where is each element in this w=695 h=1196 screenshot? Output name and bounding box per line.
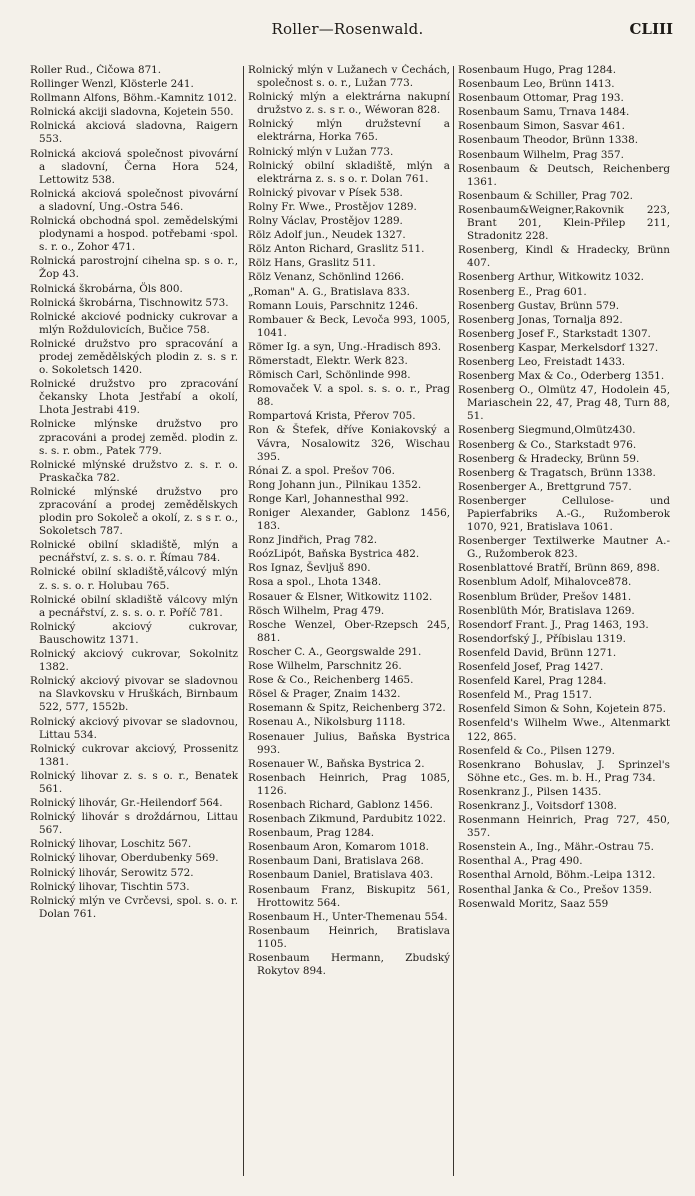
- directory-entry: Rolnická obchodná spol. zemědelskými plodynami a hospod. potřebami ·spol. s. r. o., Zohor 471.: [30, 215, 238, 254]
- column-middle: [248, 64, 450, 1180]
- directory-entry: Rolnický mlýn v Lužan 773.: [248, 145, 394, 158]
- directory-entry: Rolnické družstvo pro zpracování čekansky Lhota Jestřabí a okolí, Lhota Jestrabi 419.: [30, 378, 238, 417]
- directory-entry: Rolnický obilní skladiště, mlýn a elektrárna z. s. s o. r. Dolan 761.: [248, 159, 450, 185]
- directory-entry: Rombauer & Beck, Levoča 993, 1005, 1041.: [248, 313, 450, 339]
- directory-entry: Rosenfeld Karel, Prag 1284.: [458, 675, 607, 688]
- directory-entry: Römisch Carl, Schönlinde 998.: [248, 369, 411, 382]
- directory-entry: Roller Rud., Čičowa 871.: [30, 64, 162, 76]
- directory-entry: Rolnické obilní skladiště, mlýn a pecnářství, z. s. s. o. r. Římau 784.: [30, 539, 238, 565]
- directory-entry: Rolnický akciový pivovar se sladovnou na Slavkovsku v Hruškách, Birnbaum 522, 577, 1552b.: [30, 675, 238, 714]
- directory-entry: Rolnické mlýnské družstvo pro zpracování a prodej zemědělskych plodin pro Sokoleč a okolí, z. s s r. o., Sokoletsch 787.: [30, 485, 238, 538]
- directory-entry: Rosenthal Janka & Co., Prešov 1359.: [458, 883, 652, 896]
- column-divider: [243, 66, 244, 1176]
- directory-entry: Rosenblüth Mór, Bratislava 1269.: [458, 604, 635, 617]
- directory-entry: Rosa a spol., Lhota 1348.: [248, 576, 382, 589]
- directory-entry: Rosenbaum Simon, Sasvar 461.: [458, 120, 625, 133]
- directory-entry: Rolnický mlýn v Lužanech v Čechách, společnost s. o. r., Lužan 773.: [248, 64, 450, 90]
- directory-entry: Rolnický lihovar, Loschitz 567.: [30, 838, 192, 851]
- directory-entry: Rosenblattové Bratří, Brünn 869, 898.: [458, 562, 660, 575]
- directory-entry: Rosenbaum Leo, Brünn 1413.: [458, 78, 615, 91]
- directory-entry: Rosenbaum Wilhelm, Prag 357.: [458, 148, 624, 161]
- directory-entry: Rosenberg Max & Co., Oderberg 1351.: [458, 370, 665, 383]
- directory-entry: Rosemann & Spitz, Reichenberg 372.: [248, 702, 446, 715]
- directory-entry: Rolnický lihovár, Gr.-Heilendorf 564.: [30, 797, 223, 810]
- directory-entry: Rosenbaum H., Unter-Themenau 554.: [248, 910, 448, 923]
- directory-entry: Rolnický mlýn ve Cvrčevsi, spol. s. o. r. Dolan 761.: [30, 894, 238, 920]
- directory-entry: Rosenberg Leo, Freistadt 1433.: [458, 355, 626, 368]
- directory-entry: Rolnická akciji sladovna, Kojetein 550.: [30, 106, 234, 119]
- directory-entry: Rosenbaum & Deutsch, Reichenberg 1361.: [458, 162, 670, 188]
- directory-entry: Rosenberger A., Brettgrund 757.: [458, 480, 632, 493]
- column-right: [458, 64, 670, 1180]
- directory-entry: Rosenwald Moritz, Saaz 559: [458, 897, 609, 910]
- directory-entry: Ronz Jindřich, Prag 782.: [248, 534, 378, 547]
- directory-entry: Rolnický lihovar, Tischtin 573.: [30, 880, 190, 893]
- directory-entry: Rosenbaum Ottomar, Prag 193.: [458, 92, 624, 105]
- directory-entry: Rose Wilhelm, Parschnitz 26.: [248, 660, 402, 673]
- directory-entry: Rosenberg & Hradecky, Brünn 59.: [458, 452, 640, 465]
- directory-entry: Ron & Štefek, dříve Koniakovský a Vávra, Nosalowitz 326, Wischau 395.: [248, 424, 450, 463]
- directory-entry: Rosenbaum Hugo, Prag 1284.: [458, 64, 617, 76]
- directory-entry: Rolny Václav, Prostějov 1289.: [248, 215, 403, 228]
- directory-entry: Rolnická akciová společnost pivovární a sladovní, Ung.-Ostra 546.: [30, 187, 238, 213]
- directory-entry: Rölz Anton Richard, Graslitz 511.: [248, 243, 425, 256]
- directory-entry: Römerstadt, Elektr. Werk 823.: [248, 354, 408, 367]
- directory-entry: Rosenfeld M., Prag 1517.: [458, 689, 592, 702]
- directory-entry: Rolnické družstvo pro spracování a prodej zemědělských plodin z. s. s r. o. Sokoletsch 1420.: [30, 337, 238, 377]
- directory-entry: Rosendorf Frant. J., Prag 1463, 193.: [458, 618, 649, 631]
- directory-entry: Rolnická parostrojní cihelna sp. s o. r., Žop 43.: [30, 255, 238, 281]
- directory-entry: Rolnický lihovar z. s. s o. r., Benatek 561.: [30, 769, 238, 795]
- directory-entry: Rosenthal Arnold, Böhm.-Leipa 1312.: [458, 869, 656, 882]
- directory-entry: Rolnické mlýnské družstvo z. s. r. o. Praskačka 782.: [30, 458, 238, 484]
- directory-entry: „Roman" A. G., Bratislava 833.: [248, 285, 410, 298]
- directory-entry: Rolnická škrobárna, Öls 800.: [30, 282, 183, 295]
- directory-entry: Rosenberg Arthur, Witkowitz 1032.: [458, 271, 644, 284]
- directory-entry: Rosenauer Julius, Baňska Bystrica 993.: [248, 730, 450, 756]
- directory-entry: Rosenberg, Kindl & Hradecky, Brünn 407.: [458, 244, 670, 270]
- directory-entry: Rolnické obilní skladiště válcovy mlýn a pecnářství, z. s. s. o. r. Poříč 781.: [30, 593, 238, 619]
- directory-entry: Rosenberg Jonas, Tornalja 892.: [458, 313, 623, 326]
- directory-entry: Rosenbach Richard, Gablonz 1456.: [248, 798, 433, 811]
- directory-entry: Rosenberg & Tragatsch, Brünn 1338.: [458, 466, 656, 479]
- directory-entry: Rölz Adolf jun., Neudek 1327.: [248, 229, 406, 242]
- directory-entry: Rosenmann Heinrich, Prag 727, 450, 357.: [458, 814, 670, 840]
- directory-entry: Ros Ignaz, Ševljuš 890.: [248, 562, 371, 575]
- directory-entry: Rosenbach Heinrich, Prag 1085, 1126.: [248, 771, 450, 797]
- directory-entry: Rolnický akciový cukrovar, Bauschowitz 1371.: [30, 620, 238, 646]
- directory-entry: Rolnický lihovar, Oberdubenky 569.: [30, 852, 219, 865]
- directory-entry: Rolnicke mlýnske družstvo pro zpracováni a prodej zeměd. plodin z. s. s. r. obm., Patek 779.: [30, 418, 238, 457]
- directory-entry: Rosenbaum Heinrich, Bratislava 1105.: [248, 924, 450, 950]
- directory-entry: Rosenberg E., Prag 601.: [458, 285, 587, 298]
- directory-entry: Rosenberger Cellulose- und Papierfabriks A.-G., Ružomberok 1070, 921, Bratislava 1061.: [458, 494, 670, 534]
- directory-entry: Rosenfeld Simon & Sohn, Kojetein 875.: [458, 703, 666, 716]
- directory-entry: Rolnický akciový pivovar se sladovnou, Littau 534.: [30, 715, 238, 741]
- directory-entry: Rosenberg Gustav, Brünn 579.: [458, 299, 620, 312]
- page-number: CLIII: [629, 20, 673, 38]
- directory-entry: Rolnický cukrovar akciový, Prossenitz 1381.: [30, 742, 238, 768]
- directory-entry: Rolnický lihovár, Serowitz 572.: [30, 866, 194, 879]
- directory-entry: Rosenbach Zikmund, Pardubitz 1022.: [248, 813, 446, 826]
- directory-entry: Rosenfeld's Wilhelm Wwe., Altenmarkt 122, 865.: [458, 717, 670, 743]
- directory-entry: Rosenbaum Aron, Komarom 1018.: [248, 841, 429, 854]
- directory-entry: Rosenbaum & Schiller, Prag 702.: [458, 189, 633, 202]
- directory-entry: Rolnický lihovár s droždárnou, Littau 567.: [30, 811, 238, 837]
- directory-entry: Rosenfeld & Co., Pilsen 1279.: [458, 744, 615, 757]
- directory-entry: Rosenbaum Daniel, Bratislava 403.: [248, 869, 434, 882]
- directory-entry: Rolnická akciová společnost pivovární a sladovní, Černa Hora 524, Lettowitz 538.: [30, 147, 238, 186]
- directory-entry: Rosenberg Siegmund,Olmütz430.: [458, 424, 636, 437]
- directory-entry: Rölz Venanz, Schönlind 1266.: [248, 271, 405, 284]
- directory-entry: Rolnická škrobárna, Tischnowitz 573.: [30, 296, 229, 309]
- directory-entry: Rosenbaum, Prag 1284.: [248, 827, 375, 840]
- directory-entry: Rosenstein A., Ing., Mähr.-Ostrau 75.: [458, 841, 654, 854]
- directory-entry: Rolnický akciový cukrovar, Sokolnitz 1382.: [30, 648, 238, 674]
- directory-entry: Rosauer & Elsner, Witkowitz 1102.: [248, 590, 433, 603]
- directory-entry: Rosenberger Textilwerke Mautner A.-G., Ružomberok 823.: [458, 535, 670, 561]
- directory-entry: Rosenbaum Samu, Trnava 1484.: [458, 106, 630, 119]
- directory-entry: Rolnický mlýn a elektrárna nakupní družstvo z. s. s r. o., Wéworan 828.: [248, 91, 450, 117]
- directory-entry: Rolnický mlýn družstevní a elektrárna, Horka 765.: [248, 118, 450, 144]
- directory-entry: Rosenfeld Josef, Prag 1427.: [458, 661, 604, 674]
- directory-entry: Rölz Hans, Graslitz 511.: [248, 257, 376, 270]
- directory-entry: Rosenblum Adolf, Mihalovce878.: [458, 576, 632, 589]
- directory-entry: Rosenberg Kaspar, Merkelsdorf 1327.: [458, 341, 659, 354]
- directory-entry: Rosenau A., Nikolsburg 1118.: [248, 716, 406, 729]
- directory-entry: Rong Johann jun., Pilnikau 1352.: [248, 478, 422, 491]
- directory-entry: Rosenthal A., Prag 490.: [458, 855, 583, 868]
- directory-entry: Rónai Z. a spol. Prešov 706.: [248, 464, 395, 477]
- directory-entry: Romovaček V. a spol. s. s. o. r., Prag 88.: [248, 383, 450, 409]
- directory-entry: Rosenbaum&Weigner,Rakovnik 223, Brant 201, Klein-Přilep 211, Stradonitz 228.: [458, 203, 670, 243]
- directory-entry: Rosche Wenzel, Ober-Rzepsch 245, 881.: [248, 618, 450, 644]
- directory-entry: Rosenblum Brüder, Prešov 1481.: [458, 590, 632, 603]
- directory-entry: Rosendorfský J., Příbislau 1319.: [458, 632, 626, 645]
- directory-entry: Ronge Karl, Johannesthal 992.: [248, 492, 409, 505]
- directory-entry: Rosenauer W., Baňska Bystrica 2.: [248, 757, 425, 770]
- directory-entry: Rolnické akciové podnicky cukrovar a mlýn Roždulovicích, Bučice 758.: [30, 310, 238, 336]
- page-header: [0, 20, 695, 44]
- directory-entry: Rosenbaum Franz, Biskupitz 561, Hrottowitz 564.: [248, 883, 450, 909]
- directory-entry: Roniger Alexander, Gablonz 1456, 183.: [248, 507, 450, 533]
- directory-entry: Rollmann Alfons, Böhm.-Kamnitz 1012.: [30, 92, 237, 105]
- directory-entry: Rösel & Prager, Znaim 1432.: [248, 688, 401, 701]
- directory-entry: Roscher C. A., Georgswalde 291.: [248, 645, 422, 658]
- directory-entry: Rösch Wilhelm, Prag 479.: [248, 604, 385, 617]
- directory-entry: Rosenkrano Bohuslav, J. Sprinzel's Söhne etc., Ges. m. b. H., Prag 734.: [458, 758, 670, 784]
- directory-entry: Rolnická akciová sladovna, Raigern 553.: [30, 120, 238, 146]
- column-left: [30, 64, 238, 1180]
- directory-entry: Römer Ig. a syn, Ung.-Hradisch 893.: [248, 340, 442, 353]
- directory-entry: Romann Louis, Parschnitz 1246.: [248, 299, 419, 312]
- directory-entry: Rosenbaum Dani, Bratislava 268.: [248, 855, 424, 868]
- directory-entry: Rolnické obilní skladiště,válcový mlýn z. s. s. o. r. Holubau 765.: [30, 566, 238, 592]
- directory-entry: Rosenberg Josef F., Starkstadt 1307.: [458, 327, 651, 340]
- directory-entry: Rolny Fr. Wwe., Prostějov 1289.: [248, 200, 417, 213]
- directory-entry: Rosenbaum Hermann, Zbudský Rokytov 894.: [248, 952, 450, 978]
- directory-entry: Rosenbaum Theodor, Brünn 1338.: [458, 134, 639, 147]
- running-title: Roller—Rosenwald.: [271, 20, 424, 38]
- directory-entry: Rompartová Krista, Přerov 705.: [248, 410, 416, 423]
- directory-entry: Rollinger Wenzl, Klösterle 241.: [30, 78, 194, 91]
- directory-entry: Rosenberg & Co., Starkstadt 976.: [458, 438, 637, 451]
- column-divider: [453, 66, 454, 1176]
- directory-entry: Rosenfeld David, Brünn 1271.: [458, 646, 617, 659]
- directory-entry: Rosenkranz J., Voitsdorf 1308.: [458, 799, 617, 812]
- directory-entry: Rosenberg O., Olmütz 47, Hodolein 45, Mariaschein 22, 47, Prag 48, Turn 88, 51.: [458, 384, 670, 423]
- directory-entry: Rosenkranz J., Pilsen 1435.: [458, 785, 602, 798]
- directory-entry: Rolnický pivovar v Písek 538.: [248, 186, 403, 199]
- directory-entry: Rose & Co., Reichenberg 1465.: [248, 674, 414, 687]
- directory-entry: RoózLipót, Baňska Bystrica 482.: [248, 548, 420, 561]
